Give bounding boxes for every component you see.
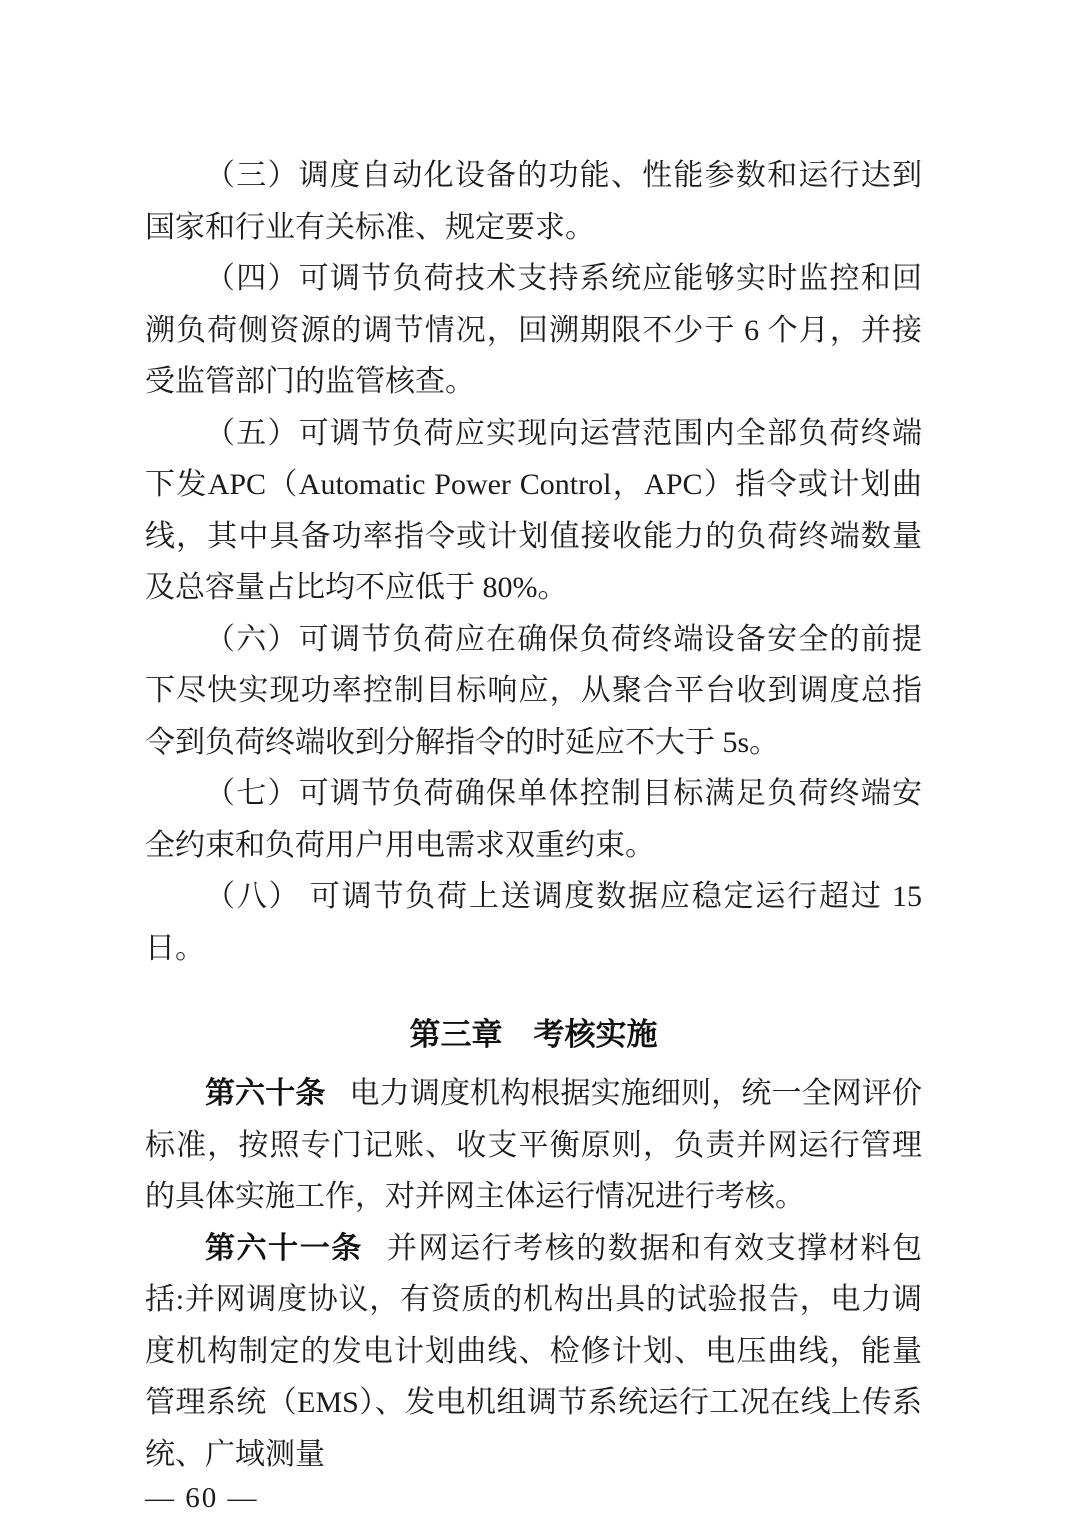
article-61-label: 第六十一条	[205, 1231, 363, 1265]
article-61-text: 并网运行考核的数据和有效支撑材料包括:并网调度协议，有资质的机构出具的试验报告，电力调度机构制定的发电计划曲线、检修计划、电压曲线，能量管理系统（EMS）、发电机组调节系统运行工况在线上传系统、广域测量	[145, 1231, 923, 1471]
clause-6-paragraph: （六）可调节负荷应在确保负荷终端设备安全的前提下尽快实现功率控制目标响应，从聚合平台收到调度总指令到负荷终端收到分解指令的时延应不大于 5s。	[145, 622, 922, 759]
article-60-label: 第六十条	[205, 1077, 326, 1110]
clause-7-paragraph: （七）可调节负荷确保单体控制目标满足负荷终端安全约束和负荷用户用电需求双重约束。	[145, 777, 922, 862]
chapter-heading: 第三章 考核实施	[409, 1017, 658, 1052]
article-60-text: 电力调度机构根据实施细则，统一全网评价标准，按照专门记账、收支平衡原则，负责并网运行管理的具体实施工作，对并网主体运行情况进行考核。	[145, 1077, 923, 1213]
page-number-footer: — 60 —	[145, 1482, 259, 1514]
clause-4-paragraph: （四）可调节负荷技术支持系统应能够实时监控和回溯负荷侧资源的调节情况，回溯期限不少于 6 个月，并接受监管部门的监管核查。	[145, 262, 922, 398]
clause-3-paragraph: （三）调度自动化设备的功能、性能参数和运行达到国家和行业有关标准、规定要求。	[145, 159, 922, 244]
clause-5-paragraph: （五）可调节负荷应实现向运营范围内全部负荷终端下发APC（Automatic Power Control，APC）指令或计划曲线，其中具备功率指令或计划值接收能力的负荷终端数量及总容量占比均不应低于 80%。	[145, 416, 922, 604]
article-60-paragraph	[145, 1068, 922, 1223]
article-61-paragraph	[145, 1223, 922, 1481]
clause-8-paragraph: （八） 可调节负荷上送调度数据应稳定运行超过 15 日。	[145, 880, 922, 965]
